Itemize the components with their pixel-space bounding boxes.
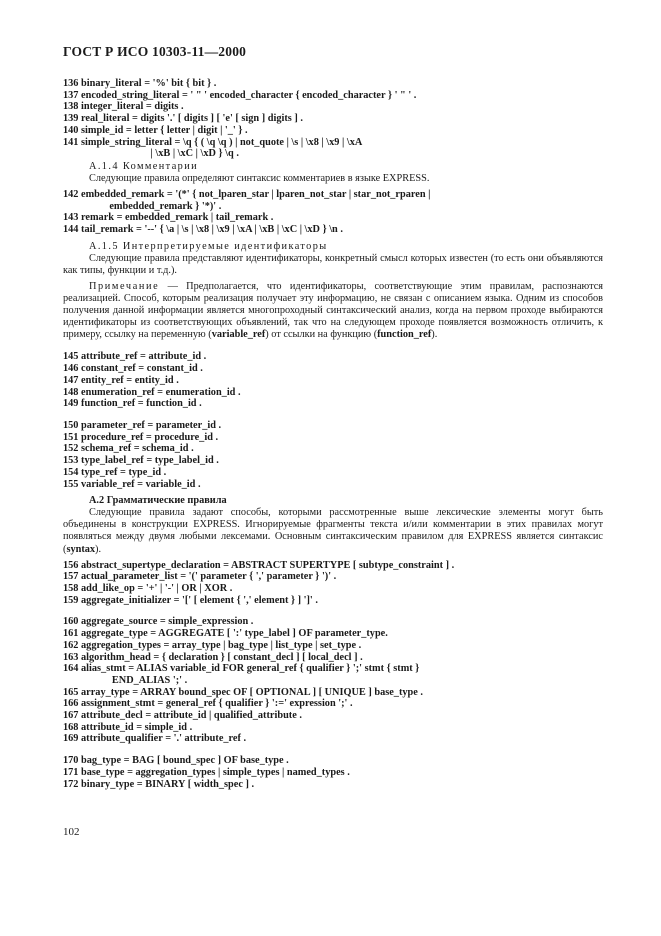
rule-line: 165 array_type = ARRAY bound_spec OF [ OPTIONAL ] [ UNIQUE ] base_type . xyxy=(63,686,423,698)
rule-line: 154 type_ref = type_id . xyxy=(63,466,167,478)
rule-line: 143 remark = embedded_remark | tail_remark . xyxy=(63,212,274,224)
rule-line: 137 encoded_string_literal = ' " ' encoded_character { encoded_character } ' " ' . xyxy=(63,89,417,101)
rule-line: 156 abstract_supertype_declaration = ABSTRACT SUPERTYPE [ subtype_constraint ] . xyxy=(63,559,455,571)
rule-line: 144 tail_remark = '--' { \a | \s | \x8 | \x9 | \xA | \xB | \xC | \xD } \n . xyxy=(63,224,343,236)
rule-line: 157 actual_parameter_list = '(' parameter { ',' parameter } ')' . xyxy=(63,571,337,583)
document-header: ГОСТ Р ИСО 10303-11—2000 xyxy=(63,44,247,59)
rule-line: 169 attribute_qualifier = '.' attribute_ref . xyxy=(63,733,247,745)
note-label: Примечание xyxy=(89,281,160,293)
rule-line: 147 entity_ref = entity_id . xyxy=(63,374,179,386)
rule-line: 167 attribute_decl = attribute_id | qualified_attribute . xyxy=(63,710,302,722)
rule-line: END_ALIAS ';' . xyxy=(63,674,188,686)
rule-line: 151 procedure_ref = procedure_id . xyxy=(63,431,219,443)
rule-block-refs-2 xyxy=(63,420,603,490)
document-body xyxy=(63,78,603,790)
note-end: ). xyxy=(431,329,438,341)
note-paragraph xyxy=(63,281,603,341)
rule-line: 152 schema_ref = schema_id . xyxy=(63,443,194,455)
rule-line: 146 constant_ref = constant_id . xyxy=(63,363,203,375)
a2-text-post: ). xyxy=(95,543,102,555)
rule-line: 162 aggregation_types = array_type | bag_type | list_type | set_type . xyxy=(63,639,362,651)
note-term-variable-ref: variable_ref xyxy=(211,329,266,341)
rule-line: 138 integer_literal = digits . xyxy=(63,101,184,113)
rule-block-grammar-3 xyxy=(63,755,603,790)
a2-term-syntax: syntax xyxy=(66,543,96,555)
section-text-a2 xyxy=(63,507,603,555)
rule-line: 161 aggregate_type = AGGREGATE [ ':' type_label ] OF parameter_type. xyxy=(63,628,388,640)
note-text: — Предполагается, что идентификаторы, соответствующие этим правилам, распознаются реализацией. Способ, которым реализация получает эту информацию, не связан с описанием языка. Одним из способов получения данной информации является многопроходный синтаксический анализ, когда на первом проходе выбираются идентификаторы из соответствующих объявлений, так что на следующем проходе появляется возможность отличить, к примеру, ссылку на переменную ( xyxy=(63,281,603,341)
rule-line: 172 binary_type = BINARY [ width_spec ] . xyxy=(63,778,255,790)
rule-block-lexical xyxy=(63,78,603,160)
rule-line: 153 type_label_ref = type_label_id . xyxy=(63,455,219,467)
rule-block-refs-1 xyxy=(63,351,603,410)
rule-line: 160 aggregate_source = simple_expression . xyxy=(63,616,254,628)
rule-line: 150 parameter_ref = parameter_id . xyxy=(63,420,222,431)
rule-line: 142 embedded_remark = '(*' { not_lparen_star | lparen_not_star | star_not_rparen | xyxy=(63,189,431,201)
rule-line: 170 bag_type = BAG [ bound_spec ] OF base_type . xyxy=(63,755,289,767)
section-heading-a2: А.2 Грамматические правила xyxy=(89,495,227,507)
rule-line: 136 binary_literal = '%' bit { bit } . xyxy=(63,78,217,89)
rule-line: 139 real_literal = digits '.' [ digits ] [ 'e' [ sign ] digits ] . xyxy=(63,113,303,125)
section-heading-a14: А.1.4 Комментарии xyxy=(89,160,199,172)
rule-line: 166 assignment_stmt = general_ref { qualifier } ':=' expression ';' . xyxy=(63,698,353,710)
rule-line: 148 enumeration_ref = enumeration_id . xyxy=(63,386,241,398)
rule-line: 141 simple_string_literal = \q { ( \q \q ) | not_quote | \s | \x8 | \x9 | \xA xyxy=(63,136,363,148)
rule-block-grammar-1 xyxy=(63,560,603,607)
page-number: 102 xyxy=(63,826,80,838)
rule-line: 159 aggregate_initializer = '[' [ element { ',' element } ] ']' . xyxy=(63,594,318,606)
rule-line: 168 attribute_id = simple_id . xyxy=(63,721,193,733)
rule-line: 149 function_ref = function_id . xyxy=(63,398,202,410)
rule-line: | \xB | \xC | \xD } \q . xyxy=(63,148,239,160)
rule-block-grammar-2 xyxy=(63,616,603,745)
rule-line: 164 alias_stmt = ALIAS variable_id FOR general_ref { qualifier } ';' stmt { stmt } xyxy=(63,663,420,675)
note-mid: ) от ссылки на функцию ( xyxy=(265,329,378,341)
rule-line: 155 variable_ref = variable_id . xyxy=(63,478,201,490)
section-text-a15: Следующие правила представляют идентификаторы, конкретный смысл которых известен (то есть они объявляются как типы, функции и т.д.). xyxy=(63,252,603,276)
section-heading-a15: А.1.5 Интерпретируемые идентификаторы xyxy=(89,240,328,252)
rule-line: 140 simple_id = letter { letter | digit | '_' } . xyxy=(63,124,248,136)
rule-line: 145 attribute_ref = attribute_id . xyxy=(63,351,207,363)
rule-block-remarks xyxy=(63,189,603,236)
rule-line: 171 base_type = aggregation_types | simple_types | named_types . xyxy=(63,766,350,778)
note-term-function-ref: function_ref xyxy=(377,329,432,341)
rule-line: embedded_remark } '*)' . xyxy=(63,200,222,212)
section-text-a14: Следующие правила определяют синтаксис комментариев в языке EXPRESS. xyxy=(89,172,430,184)
rule-line: 163 algorithm_head = { declaration } [ constant_decl ] [ local_decl ] . xyxy=(63,651,363,663)
a2-text-pre: Следующие правила задают способы, которыми рассмотренные выше лексические элементы могут быть объединены в конструкции EXPRESS. Игнорируемые фрагменты текста и/или комментарии в этих правилах могут появляться между двумя любыми лексемами. Основным синтаксическим правилом для EXPRESS является синтаксис ( xyxy=(63,507,603,555)
rule-line: 158 add_like_op = '+' | '-' | OR | XOR . xyxy=(63,583,233,594)
